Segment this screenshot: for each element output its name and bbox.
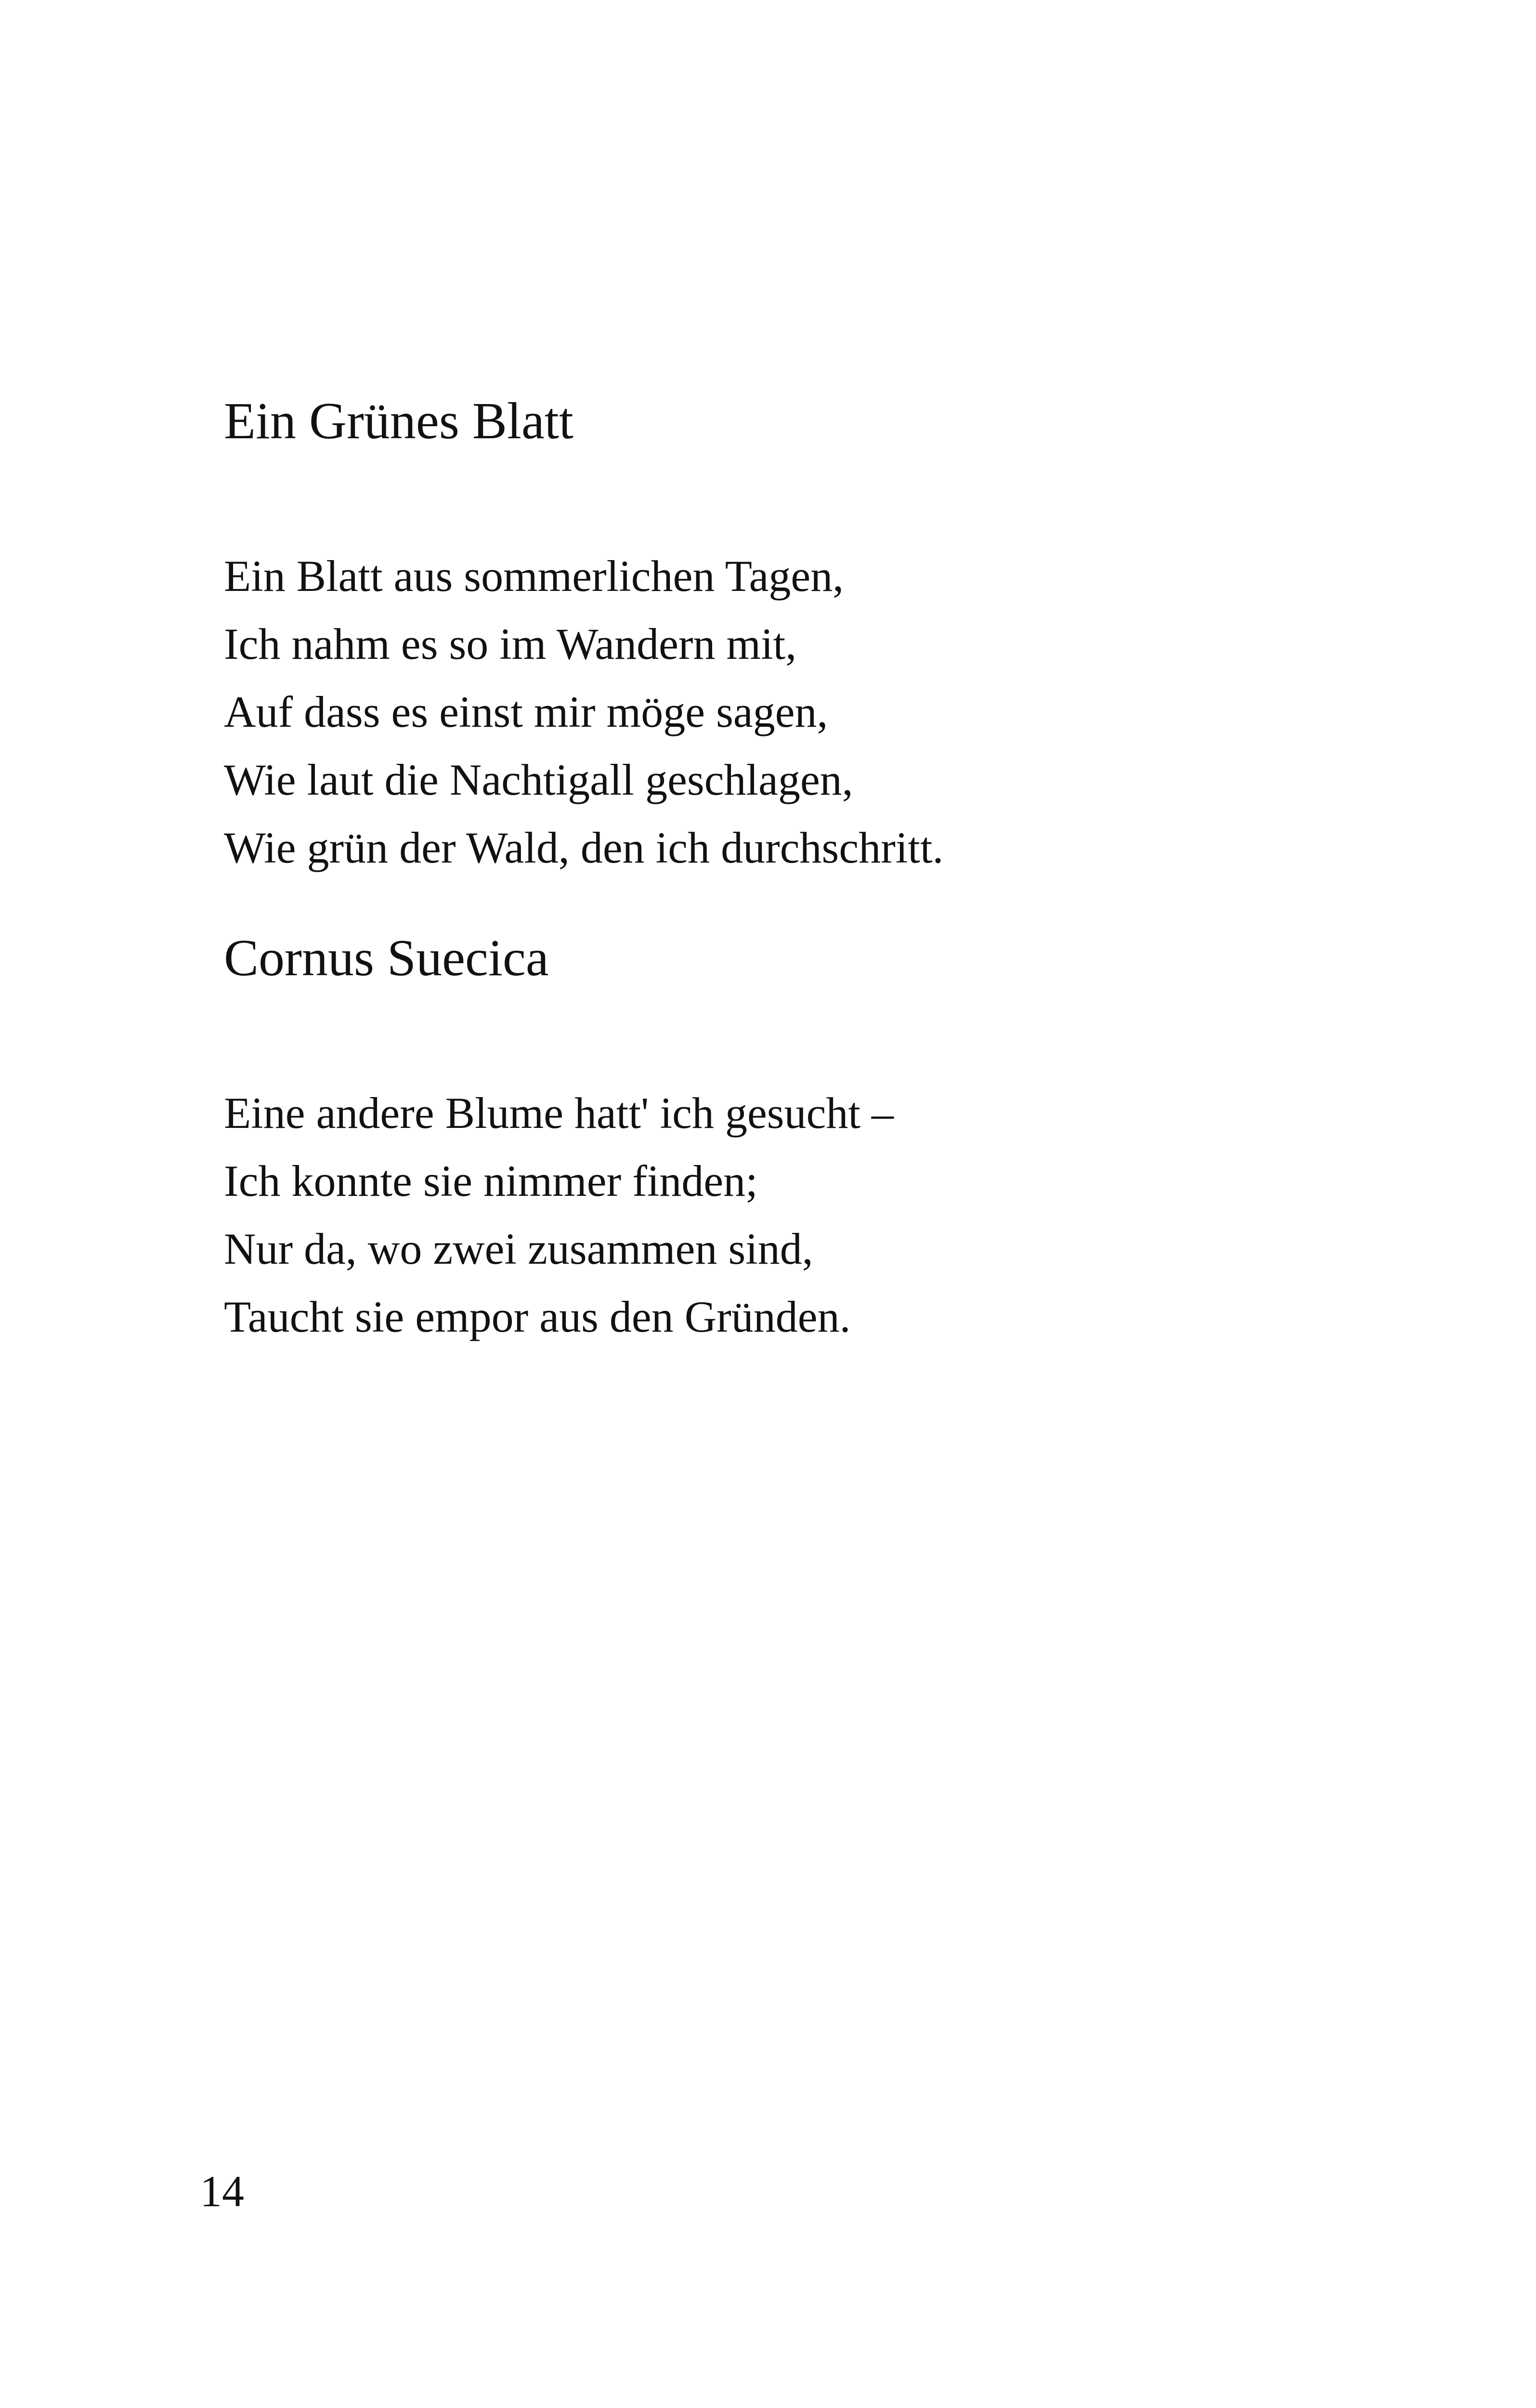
poem-ein-gruenes-blatt <box>224 390 1331 882</box>
verse-line: Wie grün der Wald, den ich durchschritt. <box>224 823 944 872</box>
verse-line: Ich nahm es so im Wandern mit, <box>224 619 797 668</box>
stanza <box>224 542 1331 882</box>
verse-line: Ein Blatt aus sommerlichen Tagen, <box>224 551 844 601</box>
poem-title: Ein Grünes Blatt <box>224 393 573 450</box>
verse-line: Wie laut die Nachtigall geschlagen, <box>224 755 853 804</box>
verse-line: Auf dass es einst mir möge sagen, <box>224 687 828 736</box>
verse-line: Eine andere Blume hatt' ich gesucht – <box>224 1088 894 1138</box>
poem-cornus-suecica <box>224 927 1331 1351</box>
verse-line: Ich konnte sie nimmer finden; <box>224 1156 758 1205</box>
verse-line: Nur da, wo zwei zusammen sind, <box>224 1224 813 1273</box>
stanza <box>224 1079 1331 1351</box>
page-number: 14 <box>200 2167 244 2216</box>
verse-line: Taucht sie empor aus den Gründen. <box>224 1292 851 1341</box>
poem-title: Cornus Suecica <box>224 929 549 987</box>
